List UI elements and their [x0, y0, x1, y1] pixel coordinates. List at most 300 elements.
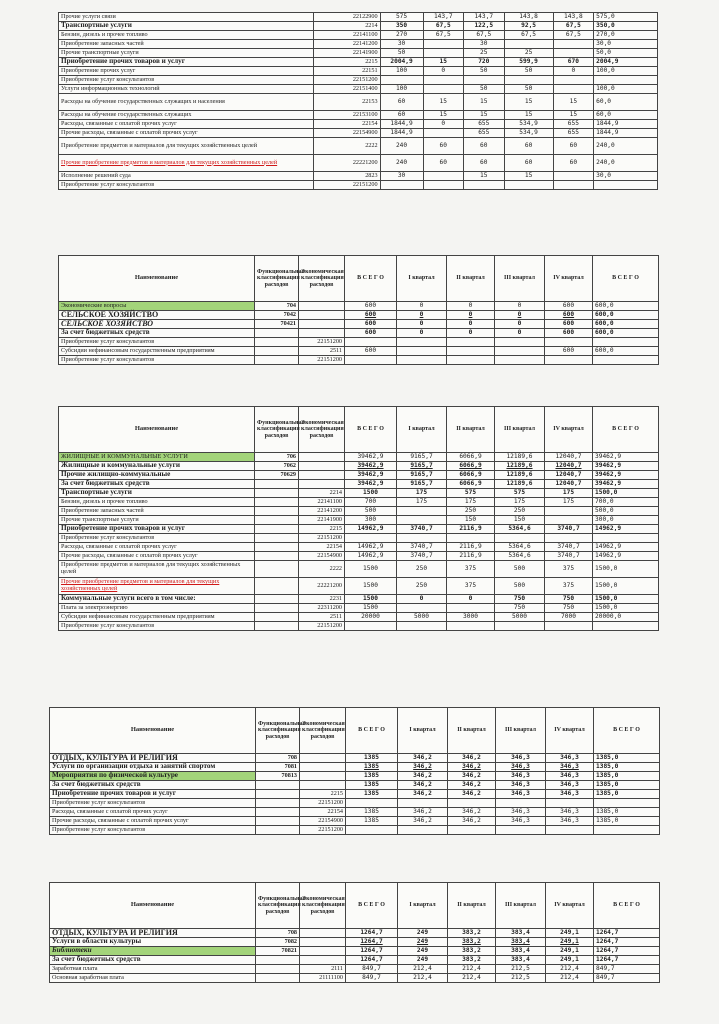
- table-row: [59, 155, 658, 172]
- row-func-code: [255, 595, 299, 604]
- row-value: 240: [380, 155, 423, 172]
- row-name: Жилищные и коммунальные услуги: [59, 462, 255, 471]
- row-func-code: [256, 974, 300, 983]
- row-value: 15: [553, 94, 594, 111]
- row-value: 12040,7: [545, 453, 593, 462]
- row-value: [495, 356, 545, 365]
- row-total: 350,0: [594, 22, 658, 31]
- row-value: 6066,9: [447, 453, 495, 462]
- row-name: Мероприятия по физической культуре: [50, 772, 256, 781]
- table-row: [50, 781, 660, 790]
- row-value: 39462,9: [345, 453, 397, 462]
- row-value: [423, 181, 464, 190]
- row-value: 1500: [345, 604, 397, 613]
- row-value: 500: [495, 561, 545, 578]
- row-func-code: [256, 799, 300, 808]
- row-total: [594, 76, 658, 85]
- row-func-code: [255, 338, 299, 347]
- row-func-code: [256, 826, 300, 835]
- row-value: 383,4: [496, 929, 546, 938]
- header-total: В С Е Г О: [346, 708, 398, 754]
- row-value: [447, 347, 495, 356]
- header-q2: II квартал: [448, 883, 496, 929]
- row-value: [545, 622, 593, 631]
- table-row: [59, 543, 659, 552]
- table-row: [50, 965, 660, 974]
- table-row: [59, 489, 659, 498]
- row-value: 50: [504, 85, 553, 94]
- row-value: [545, 534, 593, 543]
- row-name: Приобретение запасных частей: [59, 507, 255, 516]
- row-value: 50: [464, 67, 505, 76]
- row-value: [423, 49, 464, 58]
- row-name: За счет бюджетных средств: [50, 781, 256, 790]
- row-econ-code: [300, 763, 346, 772]
- row-name: Расходы, связанные с оплатой прочих услуг: [50, 808, 256, 817]
- row-name: Приобретение услуг консультантов: [50, 799, 256, 808]
- row-value: 0: [553, 67, 594, 76]
- row-func-code: [256, 817, 300, 826]
- row-econ-code: [299, 462, 345, 471]
- row-econ-code: 22151200: [314, 181, 380, 190]
- table-header-row: [59, 256, 659, 302]
- row-value: 655: [464, 129, 505, 138]
- row-value: 0: [447, 320, 495, 329]
- row-name: Прочие приобретение предметов и материалов для текущих хозяйственных целей: [59, 155, 314, 172]
- row-total: 60,0: [594, 111, 658, 120]
- row-value: 143,8: [553, 13, 594, 22]
- row-total: 39462,9: [593, 462, 659, 471]
- row-name: Основная заработная плата: [50, 974, 256, 983]
- row-value: [345, 356, 397, 365]
- table-row: [59, 320, 659, 329]
- row-name: За счет бюджетных средств: [59, 480, 255, 489]
- header-econ: Экономическая классификация расходов: [300, 883, 346, 929]
- row-value: 346,3: [496, 808, 546, 817]
- row-value: 600: [345, 329, 397, 338]
- header-q4: IV квартал: [545, 407, 593, 453]
- header-q4: IV квартал: [546, 708, 594, 754]
- row-total: 849,7: [594, 974, 660, 983]
- budget-table-agriculture: [58, 255, 659, 365]
- row-value: 1500: [345, 489, 397, 498]
- row-value: 346,3: [496, 790, 546, 799]
- row-value: 655: [553, 120, 594, 129]
- row-econ-code: 22141900: [314, 49, 380, 58]
- row-value: [448, 799, 496, 808]
- row-econ-code: 22151200: [299, 534, 345, 543]
- row-func-code: 70821: [256, 947, 300, 956]
- row-value: 60: [553, 138, 594, 155]
- row-value: 1500: [345, 578, 397, 595]
- row-value: 346,3: [496, 817, 546, 826]
- row-econ-code: 22151200: [300, 826, 346, 835]
- row-value: 175: [397, 489, 447, 498]
- table-row: [50, 763, 660, 772]
- row-econ-code: 2215: [300, 790, 346, 799]
- row-func-code: [255, 534, 299, 543]
- row-value: 12189,6: [495, 453, 545, 462]
- header-name: Наименование: [50, 708, 256, 754]
- row-value: 346,3: [546, 817, 594, 826]
- table-row: [59, 534, 659, 543]
- row-value: 1385: [346, 790, 398, 799]
- row-value: 383,4: [496, 938, 546, 947]
- row-value: 15: [423, 58, 464, 67]
- row-econ-code: [300, 772, 346, 781]
- header-total: В С Е Г О: [346, 883, 398, 929]
- row-value: [447, 338, 495, 347]
- row-total: 240,0: [594, 155, 658, 172]
- row-total: 600,0: [593, 311, 659, 320]
- row-value: [553, 76, 594, 85]
- row-value: 3740,7: [397, 543, 447, 552]
- row-value: 249,1: [546, 956, 594, 965]
- header-q2: II квартал: [447, 256, 495, 302]
- row-econ-code: 2215: [314, 58, 380, 67]
- row-total: 50,0: [594, 49, 658, 58]
- row-value: 175: [545, 498, 593, 507]
- row-total: 1264,7: [594, 938, 660, 947]
- row-func-code: [255, 622, 299, 631]
- row-value: 60: [423, 155, 464, 172]
- row-total: [593, 356, 659, 365]
- row-value: 346,3: [546, 781, 594, 790]
- row-value: [346, 826, 398, 835]
- header-total2: В С Е Г О: [594, 883, 660, 929]
- row-value: 346,2: [398, 754, 448, 763]
- row-value: 175: [545, 489, 593, 498]
- row-total: [594, 799, 660, 808]
- row-value: 750: [495, 604, 545, 613]
- row-total: 1500,0: [593, 595, 659, 604]
- row-value: [447, 604, 495, 613]
- row-total: 600,0: [593, 347, 659, 356]
- row-value: 1264,7: [346, 938, 398, 947]
- row-value: 600: [545, 311, 593, 320]
- row-total: 1844,9: [594, 129, 658, 138]
- row-total: [594, 826, 660, 835]
- table-row: [59, 94, 658, 111]
- row-value: 0: [495, 329, 545, 338]
- row-func-code: [256, 790, 300, 799]
- row-value: 0: [495, 320, 545, 329]
- row-total: [594, 181, 658, 190]
- row-func-code: [255, 578, 299, 595]
- row-value: 383,2: [448, 956, 496, 965]
- row-econ-code: 2111: [300, 965, 346, 974]
- row-value: 720: [464, 58, 505, 67]
- row-value: 346,2: [398, 790, 448, 799]
- row-value: 9165,7: [397, 471, 447, 480]
- row-value: 122,5: [464, 22, 505, 31]
- row-value: [495, 347, 545, 356]
- row-name: Приобретение услуг консультантов: [59, 338, 255, 347]
- row-name: Приобретение прочих услуг: [59, 67, 314, 76]
- row-total: 1385,0: [594, 790, 660, 799]
- row-value: 175: [447, 498, 495, 507]
- table-row: [59, 622, 659, 631]
- row-total: 39462,9: [593, 471, 659, 480]
- row-total: 20000,0: [593, 613, 659, 622]
- table-row: [50, 808, 660, 817]
- row-econ-code: [299, 320, 345, 329]
- row-value: 250: [397, 578, 447, 595]
- row-econ-code: 22151200: [299, 622, 345, 631]
- row-value: 3740,7: [397, 552, 447, 561]
- row-econ-code: 22151200: [299, 356, 345, 365]
- row-total: [593, 534, 659, 543]
- header-q2: II квартал: [447, 407, 495, 453]
- row-total: 1385,0: [594, 763, 660, 772]
- row-value: [423, 40, 464, 49]
- row-func-code: 708: [256, 754, 300, 763]
- row-name: СЕЛЬСКОЕ ХОЗЯЙСТВО: [59, 320, 255, 329]
- row-value: 249,1: [546, 938, 594, 947]
- budget-table-sport: [49, 707, 660, 835]
- header-name: Наименование: [59, 407, 255, 453]
- row-name: Приобретение предметов и материалов для текущих хозяйственных целей: [59, 561, 255, 578]
- row-name: Прочие транспортные услуги: [59, 516, 255, 525]
- row-total: 600,0: [593, 302, 659, 311]
- row-total: 1500,0: [593, 561, 659, 578]
- row-value: 12189,6: [495, 471, 545, 480]
- table-row: [59, 67, 658, 76]
- row-value: [345, 622, 397, 631]
- row-value: 0: [495, 311, 545, 320]
- row-value: 500: [495, 578, 545, 595]
- row-value: 346,2: [398, 763, 448, 772]
- row-value: 14962,9: [345, 543, 397, 552]
- row-total: 600,0: [593, 329, 659, 338]
- table-row: [59, 58, 658, 67]
- row-value: [397, 604, 447, 613]
- row-value: [496, 799, 546, 808]
- row-value: 14962,9: [345, 525, 397, 534]
- row-func-code: [255, 516, 299, 525]
- row-value: 2116,9: [447, 543, 495, 552]
- row-value: 15: [464, 111, 505, 120]
- row-value: 346,2: [398, 781, 448, 790]
- row-value: 0: [423, 120, 464, 129]
- row-total: 1264,7: [594, 929, 660, 938]
- row-name: ЖИЛИЩНЫЕ И КОММУНАЛЬНЫЕ УСЛУГИ: [59, 453, 255, 462]
- row-name: Прочие транспортные услуги: [59, 49, 314, 58]
- row-value: [504, 181, 553, 190]
- row-econ-code: 22154: [300, 808, 346, 817]
- row-value: [380, 181, 423, 190]
- table-row: [59, 329, 659, 338]
- row-value: 346,3: [546, 763, 594, 772]
- row-value: 1385: [346, 808, 398, 817]
- row-name: Приобретение услуг консультантов: [50, 826, 256, 835]
- row-value: 600: [545, 347, 593, 356]
- row-value: 39462,9: [345, 471, 397, 480]
- row-total: 1385,0: [594, 781, 660, 790]
- row-value: [423, 129, 464, 138]
- row-value: 383,2: [448, 938, 496, 947]
- table-row: [59, 356, 659, 365]
- row-econ-code: 22122900: [314, 13, 380, 22]
- row-value: 5364,6: [495, 552, 545, 561]
- row-name: Приобретение предметов и материалов для текущих хозяйственных целей: [59, 138, 314, 155]
- row-total: 849,7: [594, 965, 660, 974]
- header-total: В С Е Г О: [345, 407, 397, 453]
- row-value: 270: [380, 31, 423, 40]
- row-econ-code: [300, 929, 346, 938]
- row-name: Приобретение запасных частей: [59, 40, 314, 49]
- row-value: 346,2: [448, 808, 496, 817]
- row-func-code: 70629: [255, 471, 299, 480]
- row-value: 375: [545, 578, 593, 595]
- row-value: 750: [495, 595, 545, 604]
- row-value: 575: [380, 13, 423, 22]
- row-name: Прочие жилищно-коммунальные: [59, 471, 255, 480]
- row-value: 212,4: [448, 965, 496, 974]
- header-econ: Экономическая классификация расходов: [300, 708, 346, 754]
- table-row: [50, 947, 660, 956]
- row-value: [545, 507, 593, 516]
- row-value: 15: [504, 94, 553, 111]
- table-row: [59, 85, 658, 94]
- row-name: Экономические вопросы: [59, 302, 255, 311]
- row-func-code: 70813: [256, 772, 300, 781]
- row-total: 575,0: [594, 13, 658, 22]
- row-value: 1500: [345, 595, 397, 604]
- header-q1: I квартал: [398, 883, 448, 929]
- row-name: Прочие расходы, связанные с оплатой прочих услуг: [59, 129, 314, 138]
- row-total: 1264,7: [594, 956, 660, 965]
- budget-table-housing: [58, 406, 659, 631]
- table-row: [59, 613, 659, 622]
- row-name: Расходы, связанные с оплатой прочих услуг: [59, 543, 255, 552]
- row-value: [553, 172, 594, 181]
- row-value: [380, 76, 423, 85]
- row-econ-code: 22221200: [299, 578, 345, 595]
- row-value: 350: [380, 22, 423, 31]
- row-value: 50: [380, 49, 423, 58]
- row-value: 6066,9: [447, 462, 495, 471]
- row-value: 0: [397, 595, 447, 604]
- row-name: Приобретение услуг консультантов: [59, 76, 314, 85]
- row-func-code: [255, 498, 299, 507]
- row-value: 14962,9: [345, 552, 397, 561]
- row-total: 1385,0: [594, 808, 660, 817]
- row-value: 9165,7: [397, 462, 447, 471]
- row-value: 15: [423, 94, 464, 111]
- row-total: 30,0: [594, 172, 658, 181]
- header-q4: IV квартал: [546, 883, 594, 929]
- row-total: 600,0: [593, 320, 659, 329]
- row-name: ОТДЫХ, КУЛЬТУРА И РЕЛИГИЯ: [50, 929, 256, 938]
- row-name: Приобретение прочих товаров и услуг: [59, 58, 314, 67]
- row-econ-code: [300, 947, 346, 956]
- row-name: Приобретение услуг консультантов: [59, 356, 255, 365]
- header-q1: I квартал: [398, 708, 448, 754]
- table-row: [50, 772, 660, 781]
- row-value: 212,4: [546, 965, 594, 974]
- row-total: 1844,9: [594, 120, 658, 129]
- row-value: 249: [398, 938, 448, 947]
- row-value: 67,5: [504, 31, 553, 40]
- row-value: 1264,7: [346, 956, 398, 965]
- row-value: 5000: [495, 613, 545, 622]
- table-row: [50, 938, 660, 947]
- row-value: 5364,6: [495, 525, 545, 534]
- row-value: 600: [545, 320, 593, 329]
- table-row: [59, 507, 659, 516]
- table-row: [59, 13, 658, 22]
- table-header-row: [50, 883, 660, 929]
- row-total: 1385,0: [594, 817, 660, 826]
- row-value: 600: [345, 320, 397, 329]
- row-value: 0: [423, 67, 464, 76]
- header-name: Наименование: [50, 883, 256, 929]
- header-q1: I квартал: [397, 407, 447, 453]
- row-value: 849,7: [346, 974, 398, 983]
- row-total: 1264,7: [594, 947, 660, 956]
- row-name: Приобретение услуг консультантов: [59, 534, 255, 543]
- row-value: 60: [464, 138, 505, 155]
- row-func-code: [255, 525, 299, 534]
- row-name: Расходы на обучение государственных служащих: [59, 111, 314, 120]
- row-value: 60: [504, 155, 553, 172]
- row-econ-code: [300, 956, 346, 965]
- table-row: [59, 471, 659, 480]
- row-value: 346,3: [496, 781, 546, 790]
- table-row: [59, 561, 659, 578]
- row-econ-code: [299, 311, 345, 320]
- row-econ-code: 22151200: [300, 799, 346, 808]
- header-total: В С Е Г О: [345, 256, 397, 302]
- row-value: [447, 356, 495, 365]
- row-func-code: [255, 561, 299, 578]
- row-value: 9165,7: [397, 480, 447, 489]
- row-value: 346,3: [546, 754, 594, 763]
- row-econ-code: 22151200: [314, 76, 380, 85]
- table-row: [59, 172, 658, 181]
- row-func-code: 708: [256, 929, 300, 938]
- row-value: 1264,7: [346, 947, 398, 956]
- row-value: [504, 40, 553, 49]
- budget-table-continuation: [58, 12, 658, 190]
- row-value: 50: [464, 85, 505, 94]
- row-value: 1385: [346, 817, 398, 826]
- row-econ-code: 2511: [299, 613, 345, 622]
- row-value: 143,8: [504, 13, 553, 22]
- header-func: Функциональная классификация расходов: [256, 708, 300, 754]
- row-value: 250: [447, 507, 495, 516]
- table-row: [59, 338, 659, 347]
- header-total2: В С Е Г О: [593, 407, 659, 453]
- row-total: 1385,0: [594, 772, 660, 781]
- row-value: 655: [464, 120, 505, 129]
- row-value: [398, 799, 448, 808]
- row-econ-code: 2231: [299, 595, 345, 604]
- row-value: 0: [397, 311, 447, 320]
- table-row: [59, 22, 658, 31]
- row-value: 15: [464, 172, 505, 181]
- row-value: [397, 534, 447, 543]
- row-value: 2116,9: [447, 525, 495, 534]
- row-econ-code: [300, 781, 346, 790]
- row-econ-code: 22141100: [299, 498, 345, 507]
- row-name: Бензин, дизель и прочее топливо: [59, 31, 314, 40]
- row-total: 1500,0: [593, 604, 659, 613]
- row-value: 346,2: [448, 754, 496, 763]
- row-value: 92,5: [504, 22, 553, 31]
- row-econ-code: [299, 480, 345, 489]
